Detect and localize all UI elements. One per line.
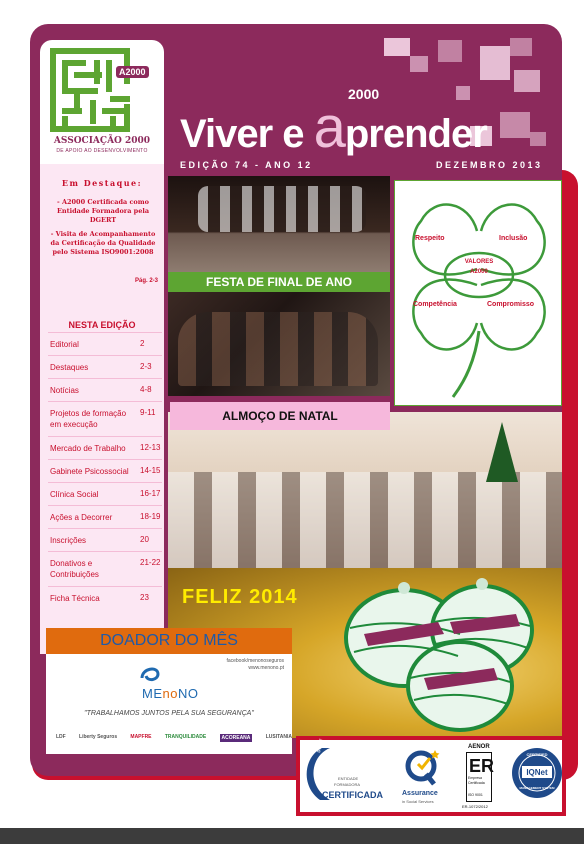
title-part-2: prender [344, 112, 487, 156]
maze-logo-icon [50, 48, 130, 132]
aenor-line-2: Certificada [468, 781, 485, 785]
toc-title: NESTA EDIÇÃO [68, 320, 136, 330]
toc-label: Donativos e Contribuições [50, 559, 99, 579]
partner-logos [56, 734, 292, 742]
logo-subtitle: DE APOIO AO DESENVOLVIMENTO [56, 148, 148, 154]
decor-square [510, 38, 532, 56]
toc-page: 20 [140, 535, 149, 544]
value-respeito: Respeito [415, 235, 445, 242]
audience-photo [168, 292, 390, 396]
toc-row-destaques[interactable] [48, 355, 162, 378]
toc-label: Projetos de formação em execução [50, 409, 127, 429]
table-of-contents [48, 332, 162, 609]
brand-no: no [162, 686, 178, 701]
assurance-label: Assurance [402, 790, 438, 797]
toc-label: Gabinete Psicossocial [50, 467, 129, 476]
toc-page: 16-17 [140, 489, 161, 498]
partner-logo: MAPFRE [130, 734, 152, 740]
donor-contacts [226, 658, 284, 672]
issue-date: DEZEMBRO 2013 [436, 160, 543, 170]
dgert-certificada: CERTIFICADA [322, 790, 383, 800]
partner-logo: LUSITANIA [265, 734, 292, 740]
value-competencia: Competência [413, 301, 457, 308]
donor-card [46, 654, 292, 754]
donor-slogan: "TRABALHAMOS JUNTOS PELA SUA SEGURANÇA" [84, 710, 254, 717]
decor-square [514, 70, 540, 92]
values-clover [394, 180, 562, 406]
decor-square [410, 56, 428, 72]
toc-page: 2 [140, 339, 145, 348]
toc-row-mercado[interactable] [48, 436, 162, 459]
sidebar [40, 164, 164, 654]
partner-logo: TRANQUILIDADE [164, 734, 207, 740]
newsletter-title [180, 94, 487, 161]
brand-end: NO [177, 686, 199, 701]
toc-page: 2-3 [140, 362, 152, 371]
value-inclusao: Inclusão [499, 235, 528, 242]
value-compromisso: Compromisso [487, 301, 535, 308]
christmas-lunch-photo [168, 412, 562, 568]
donor-facebook[interactable]: facebook/menonoseguros [226, 658, 284, 664]
assurance-q-icon [404, 748, 442, 788]
toc-page: 9-11 [140, 408, 156, 417]
toc-row-donativos[interactable] [48, 551, 162, 586]
dgert-line-1: ENTIDADE [338, 776, 359, 781]
highlights-title: Em Destaque: [61, 178, 143, 188]
toc-row-gabinete[interactable] [48, 459, 162, 482]
toc-page: 14-15 [140, 466, 161, 475]
aenor-code: ER-1072/2012 [462, 804, 488, 809]
toc-page: 12-13 [140, 443, 161, 452]
iqnet-top: CERTIFIED [526, 752, 548, 757]
festa-caption: FESTA DE FINAL DE ANO [168, 272, 390, 292]
toc-row-projetos[interactable] [48, 401, 162, 436]
partner-logo: LDF [56, 734, 66, 740]
edition-number: EDIÇÃO 74 - ANO 12 [180, 160, 313, 170]
highlight-item: - Visita de Acompanhamento da Certificação da Qualidade pelo Sistema ISO9001:2008 [50, 230, 156, 256]
toc-label: Mercado de Trabalho [50, 444, 126, 453]
toc-row-ficha[interactable] [48, 586, 162, 609]
logo-tag: A2000 [116, 66, 149, 78]
almoco-caption: ALMOÇO DE NATAL [170, 402, 390, 430]
toc-label: Ações a Decorrer [50, 513, 113, 522]
svg-text:ER: ER [469, 756, 495, 776]
toc-row-acoes[interactable] [48, 505, 162, 528]
decor-square [480, 46, 510, 80]
toc-row-clinica[interactable] [48, 482, 162, 505]
toc-page: 23 [140, 593, 149, 602]
decor-square [384, 38, 410, 56]
donor-brand [142, 686, 198, 701]
toc-label: Clínica Social [50, 490, 99, 499]
toc-label: Notícias [50, 386, 79, 395]
clover-icon [395, 181, 563, 407]
certification-box [296, 736, 566, 816]
logo-name: ASSOCIAÇÃO 2000 [53, 136, 151, 146]
toc-label: Destaques [50, 363, 89, 372]
donor-website[interactable]: www.menono.pt [248, 665, 284, 671]
dgert-line-2: FORMADORA [334, 782, 360, 787]
toc-label: Inscrições [50, 536, 87, 545]
feliz-title: FELIZ 2014 [182, 586, 298, 608]
toc-page: 21-22 [140, 558, 161, 567]
dgert-label: DGERT [316, 738, 324, 753]
assurance-sub: in Social Services [402, 799, 434, 804]
partner-logo: Liberty Seguros [79, 734, 118, 740]
aenor-er-icon [467, 753, 495, 776]
toc-row-inscricoes[interactable] [48, 528, 162, 551]
highlight-pages: Pág. 2-3 [134, 278, 158, 284]
iqnet-bottom: MANAGEMENT SYSTEM [519, 786, 555, 790]
menono-swirl-icon [138, 664, 162, 686]
toc-row-noticias[interactable] [48, 378, 162, 401]
toc-page: 18-19 [140, 512, 161, 521]
brand-me: ME [142, 686, 163, 701]
aenor-seal [466, 752, 495, 802]
iqnet-label: IQNet [526, 768, 548, 777]
toc-page: 4-8 [140, 385, 152, 394]
aenor-label: AENOR [468, 744, 490, 750]
stage-photo [168, 176, 390, 272]
title-part-1: Viver e [180, 112, 314, 156]
decor-square [438, 40, 462, 62]
values-sublabel: A2000 [470, 269, 488, 275]
toc-label: Editorial [50, 340, 79, 349]
association-logo [40, 40, 164, 164]
christmas-tree-icon [486, 422, 518, 482]
aenor-iso: ISO 9001 [468, 793, 483, 797]
decor-square [530, 132, 546, 146]
toc-label: Ficha Técnica [50, 594, 100, 603]
decor-square [500, 112, 530, 138]
footer-bar [0, 828, 584, 844]
values-label: VALORES [464, 259, 494, 265]
title-letter-a: a [313, 95, 345, 160]
donor-heading: DOADOR DO MÊS [46, 628, 292, 654]
partner-logo: ACOREANA [221, 735, 251, 741]
toc-row-editorial[interactable] [48, 332, 162, 355]
aenor-line-1: Empresa [468, 776, 483, 780]
title-superscript: 2000 [348, 86, 380, 102]
highlight-item: - A2000 Certificada como Entidade Formadora pela DGERT [56, 198, 150, 224]
